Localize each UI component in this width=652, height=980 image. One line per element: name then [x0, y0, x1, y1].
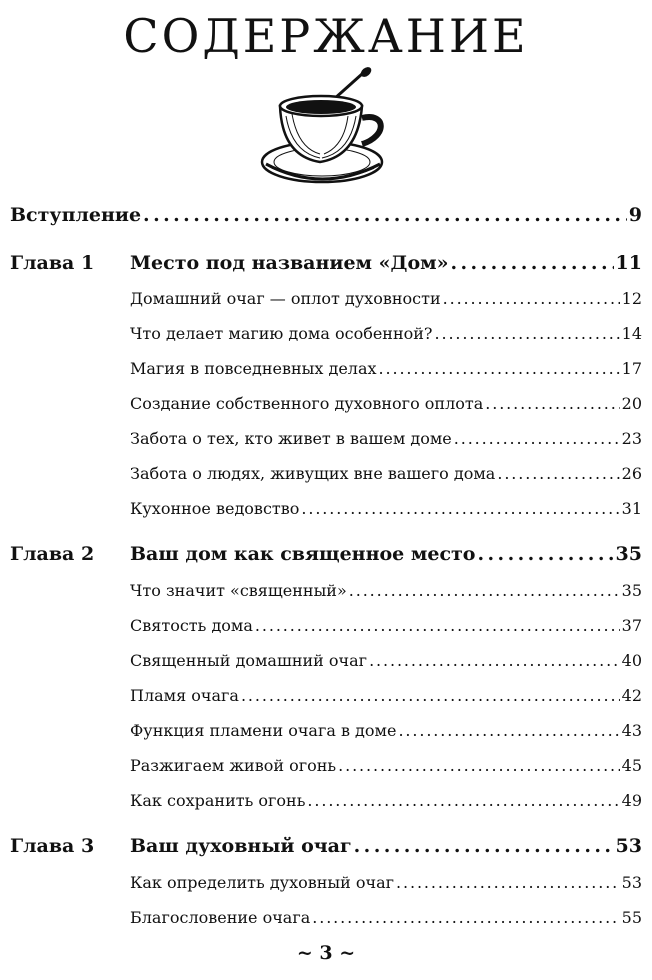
leader-dots	[143, 204, 627, 226]
leader-dots	[312, 908, 619, 927]
toc-entry[interactable]	[130, 581, 642, 600]
toc-intro-label: Вступление	[10, 204, 142, 226]
chapter-title: Ваш дом как священное место	[130, 543, 476, 565]
leader-dots	[451, 252, 614, 274]
toc-entry[interactable]	[130, 359, 642, 378]
toc-entry[interactable]	[130, 499, 642, 518]
leader-dots	[454, 429, 620, 448]
toc-entry[interactable]	[130, 721, 642, 740]
chapter-title-row[interactable]	[130, 835, 642, 857]
entry-page: 23	[621, 429, 642, 448]
page-number: ~ 3 ~	[296, 942, 356, 964]
leader-dots	[255, 616, 620, 635]
entry-page: 45	[621, 756, 642, 775]
toc-entry[interactable]	[130, 908, 642, 927]
entry-label: Функция пламени очага в доме	[130, 721, 397, 740]
chapter-title-row[interactable]	[130, 543, 642, 565]
entry-page: 35	[621, 581, 642, 600]
chapter-page: 11	[615, 252, 642, 274]
entry-label: Святость дома	[130, 616, 253, 635]
toc-entry[interactable]	[130, 651, 642, 670]
toc-intro-page: 9	[628, 204, 642, 226]
entry-label: Забота о тех, кто живет в вашем доме	[130, 429, 452, 448]
entry-label: Как определить духовный очаг	[130, 873, 395, 892]
entry-label: Как сохранить огонь	[130, 791, 306, 810]
leader-dots	[396, 873, 620, 892]
toc-entry[interactable]	[130, 756, 642, 775]
leader-dots	[443, 289, 620, 308]
leader-dots	[301, 499, 619, 518]
entry-page: 53	[621, 873, 642, 892]
leader-dots	[338, 756, 620, 775]
leader-dots	[398, 721, 619, 740]
entry-page: 55	[621, 908, 642, 927]
entry-label: Пламя очага	[130, 686, 239, 705]
toc-entry[interactable]	[130, 616, 642, 635]
entry-label: Священный домашний очаг	[130, 651, 368, 670]
toc-entry[interactable]	[130, 289, 642, 308]
entry-page: 42	[621, 686, 642, 705]
entry-page: 12	[621, 289, 642, 308]
chapter-tag: Глава 1	[10, 252, 95, 274]
chapter-page: 53	[615, 835, 642, 857]
entry-page: 43	[621, 721, 642, 740]
entry-page: 40	[621, 651, 642, 670]
leader-dots	[241, 686, 620, 705]
entry-label: Создание собственного духовного оплота	[130, 394, 484, 413]
chapter-title-row[interactable]	[130, 252, 642, 274]
chapter-tag: Глава 2	[10, 543, 95, 565]
entry-page: 49	[621, 791, 642, 810]
toc-entry[interactable]	[130, 464, 642, 483]
toc-intro-row[interactable]	[10, 204, 642, 226]
chapter-tag: Глава 3	[10, 835, 95, 857]
chapter-title: Место под названием «Дом»	[130, 252, 449, 274]
entry-label: Благословение очага	[130, 908, 311, 927]
toc-entry[interactable]	[130, 394, 642, 413]
leader-dots	[435, 324, 620, 343]
toc-entry[interactable]	[130, 429, 642, 448]
leader-dots	[497, 464, 619, 483]
entry-page: 20	[621, 394, 642, 413]
leader-dots	[477, 543, 613, 565]
entry-label: Забота о людях, живущих вне вашего дома	[130, 464, 496, 483]
leader-dots	[307, 791, 619, 810]
entry-page: 31	[621, 499, 642, 518]
chapter-title: Ваш духовный очаг	[130, 835, 352, 857]
entry-label: Домашний очаг — оплот духовности	[130, 289, 441, 308]
toc-entry[interactable]	[130, 873, 642, 892]
leader-dots	[369, 651, 620, 670]
leader-dots	[349, 581, 620, 600]
entry-page: 26	[621, 464, 642, 483]
toc-entry[interactable]	[130, 324, 642, 343]
entry-label: Кухонное ведовство	[130, 499, 300, 518]
entry-page: 17	[621, 359, 642, 378]
entry-page: 14	[621, 324, 642, 343]
entry-page: 37	[621, 616, 642, 635]
toc-entry[interactable]	[130, 791, 642, 810]
toc-entry[interactable]	[130, 686, 642, 705]
leader-dots	[485, 394, 619, 413]
entry-label: Что значит «священный»	[130, 581, 347, 600]
entry-label: Что делает магию дома особенной?	[130, 324, 433, 343]
page-title: СОДЕРЖАНИЕ	[123, 9, 529, 63]
leader-dots	[354, 835, 614, 857]
entry-label: Магия в повседневных делах	[130, 359, 377, 378]
leader-dots	[379, 359, 620, 378]
chapter-page: 35	[615, 543, 642, 565]
entry-label: Разжигаем живой огонь	[130, 756, 337, 775]
